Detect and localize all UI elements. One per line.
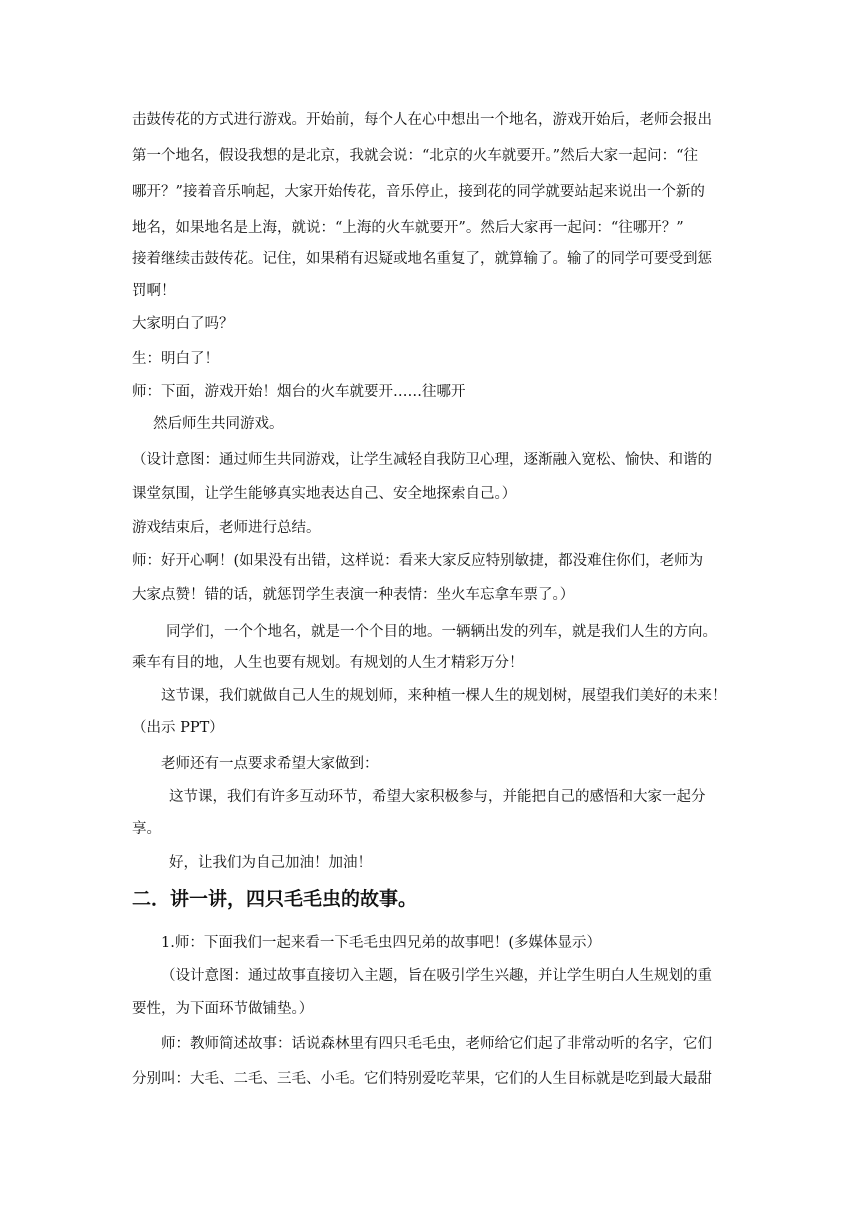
text-line: 享。	[132, 821, 161, 837]
text-line: 大家明白了吗？	[132, 316, 234, 332]
text-line: 游戏结束后，老师进行总结。	[132, 520, 321, 536]
text-line: （设计意图：通过师生共同游戏，让学生减轻自我防卫心理，逐渐融入宽松、愉快、和谐的	[132, 452, 712, 468]
text-line: 老师还有一点要求希望大家做到：	[161, 756, 379, 772]
text-line: 师：教师简述故事：话说森林里有四只毛毛虫，老师给它们起了非常动听的名字，它们	[161, 1036, 712, 1052]
text-line: 击鼓传花的方式进行游戏。开始前，每个人在心中想出一个地名，游戏开始后，老师会报出	[132, 112, 712, 128]
text-line: 大家点赞！错的话，就惩罚学生表演一种表情：坐火车忘拿车票了。）	[132, 587, 575, 603]
text-line: 好，让我们为自己加油！加油！	[169, 855, 372, 871]
text-line: （设计意图：通过故事直接切入主题，旨在吸引学生兴趣，并让学生明白人生规划的重	[161, 968, 712, 984]
text-line: 师：好开心啊！(如果没有出错，这样说：看来大家反应特别敏捷，都没难住你们，老师为	[132, 553, 704, 569]
text-line: 乘车有目的地，人生也要有规划。有规划的人生才精彩万分！	[132, 655, 524, 671]
text-line: 生：明白了！	[132, 351, 219, 367]
text-line: 要性，为下面环节做铺垫。）	[132, 1001, 314, 1017]
text-line: 罚啊！	[132, 283, 176, 299]
text-line: 接着继续击鼓传花。记住，如果稍有迟疑或地名重复了，就算输了。输了的同学可要受到惩	[132, 251, 712, 267]
text-line: 同学们，一个个地名，就是一个个目的地。一辆辆出发的列车，就是我们人生的方向。	[166, 624, 717, 640]
text-line: 师：下面，游戏开始！烟台的火车就要开……往哪开	[132, 384, 466, 400]
text-line: 课堂氛围，让学生能够真实地表达自己、安全地探索自己。）	[132, 486, 517, 502]
text-line: 这节课，我们有许多互动环节，希望大家积极参与，并能把自己的感悟和大家一起分	[169, 789, 706, 805]
text-line: 地名，如果地名是上海，就说：“上海的火车就要开”。然后大家再一起问：“往哪开？”	[132, 220, 684, 236]
text-line: （出示 PPT）	[132, 720, 224, 736]
section-heading: 二．讲一讲，四只毛毛虫的故事。	[132, 888, 418, 910]
text-line: 这节课，我们就做自己人生的规划师，来种植一棵人生的规划树，展望我们美好的未来！	[161, 688, 727, 704]
text-line: 第一个地名，假设我想的是北京，我就会说：“北京的火车就要开。”然后大家一起问：“往	[132, 148, 698, 164]
text-line: 1.师：下面我们一起来看一下毛毛虫四兄弟的故事吧！(多媒体显示）	[161, 935, 601, 951]
text-line: 分别叫：大毛、二毛、三毛、小毛。它们特别爱吃苹果，它们的人生目标就是吃到最大最甜	[132, 1071, 712, 1087]
text-line: 然后师生共同游戏。	[153, 416, 284, 432]
text-line: 哪开？”接着音乐响起，大家开始传花，音乐停止，接到花的同学就要站起来说出一个新的	[132, 184, 705, 200]
